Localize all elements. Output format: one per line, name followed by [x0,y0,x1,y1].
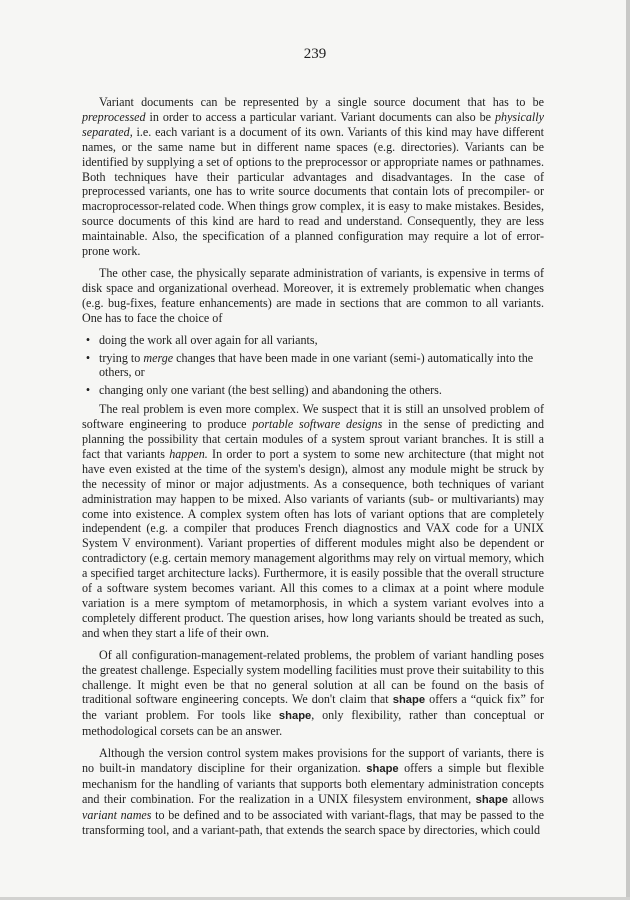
emphasis: portable software designs [252,417,383,432]
bullet-icon: • [85,332,91,347]
tool-name: shape [278,710,312,723]
text-run: Variant documents can be represented by a single source document that has to be [99,95,544,109]
text-run: to be defined and to be associated with variant-flags, that may be passed to the transforming tool, and a variant-path, that extends the search space by directories, which could [82,807,544,837]
text-run: , only flexibility, rather than conceptual or methodological corsets can be an answer. [82,708,544,739]
choice-list [82,333,544,399]
paragraph-2: The other case, the physically separate administration of variants, is expensive in terms of disk space and organizational overhead. Moreover, it is extremely problematic when changes (e.g. bug-fixes, feature enhancements) are made in sections that are common to all variants. One has to face the choice of [82,265,544,325]
list-item [82,383,544,398]
page-number: 239 [303,46,327,62]
text-run: in order to access a particular variant. Variant documents can also be [145,109,495,124]
paragraph-5 [82,746,544,837]
tool-name: shape [392,694,426,707]
list-item [82,333,544,348]
emphasis: happen. [169,446,208,461]
tool-name: shape [366,763,399,776]
paragraph-3 [82,402,544,641]
emphasis: variant names [82,807,152,822]
text-run: In order to port a system to some new architecture (that might not have even existed at the time of the system's design), almost any module might be struck by the necessity of minor or major adjustments. As a consequence, both techniques of variant administration may happen to be mixed. Also variants of variants (sub- or multivariants) may come into existence. A complex system often has lots of variant options that are completely independent (e.g. a compiler that produces French diagnostics and VAX code for a UNIX System V environment). Variant properties of different modules might also be dependent or contradictory (e.g. certain memory management algorithms may rely on virtual memory, which a specified target architecture lacks). Furthermore, it is easily possible that the overall structure of a software system becomes variant. All this comes to a climax at a point where module variation is a mere symptom of metamorphosis, in which a system variant evolves into a completely different product. The question arises, how long variants should be treated as such, and when they start a life of their own. [82,446,544,640]
emphasis: preprocessed [82,109,146,124]
paragraph-1 [82,95,544,259]
text-run: The real problem is even more complex. We suspect that it is still an unsolved problem of software engineering to produce [82,402,544,432]
emphasis: merge [143,350,174,365]
list-item-text: changes that have been made in one variant (semi-) automatically into the others, or [99,350,534,380]
text-run: in the sense of predicting and planning the possibility that certain modules of a system sprout variant branches. It is still a fact that variants [82,417,544,461]
body-text [82,95,544,845]
text-run: offers a simple but flexible mechanism for the handling of variants that supports both elementary administration concepts and their combination. For the realization in a UNIX filesystem environment, [82,761,545,806]
list-item-text: changing only one variant (the best selling) and abandoning the others. [99,383,442,398]
list-item [82,351,544,381]
text-run: i.e. each variant is a document of its own. Variants of this kind may have different names, or the same name but in different name spaces (e.g. directories). Variants can be identified by supplying a set of options to the preprocessor or appropriate names or pathnames. Both techniques have their particular advantages and disadvantages. In the case of preprocessed variants, one has to write source documents that contain lots of precompiler- or macroprocessor-related code. When things grow complex, it is easy to make mistakes. Besides, source documents of this kind are hard to read and understand. Consequently, they are less maintainable. Also, the specification of a planned configuration may require a lot of error-prone work. [82,124,544,259]
list-item-text: trying to [99,350,144,365]
bullet-icon: • [85,383,91,398]
emphasis: physically separated, [82,109,544,139]
text-run: offers a “quick fix” for the variant problem. For tools like [82,692,544,723]
text-run: Of all configuration-management-related problems, the problem of variant handling poses the greatest challenge. Especially system modelling facilities must prove their suitability to this challenge. It might even be that no general solution at all can be found on the basis of traditional software engineering concepts. We don't claim that [82,647,544,707]
list-item-text: doing the work all over again for all variants, [99,332,318,347]
text-run: Although the version control system makes provisions for the support of variants, there is no built-in mandatory discipline for their organization. [82,746,544,776]
tool-name: shape [475,793,508,806]
paragraph-4 [82,648,544,739]
scan-edge-shadow [626,0,630,900]
bullet-icon: • [85,350,91,365]
text-run: allows [507,791,544,806]
